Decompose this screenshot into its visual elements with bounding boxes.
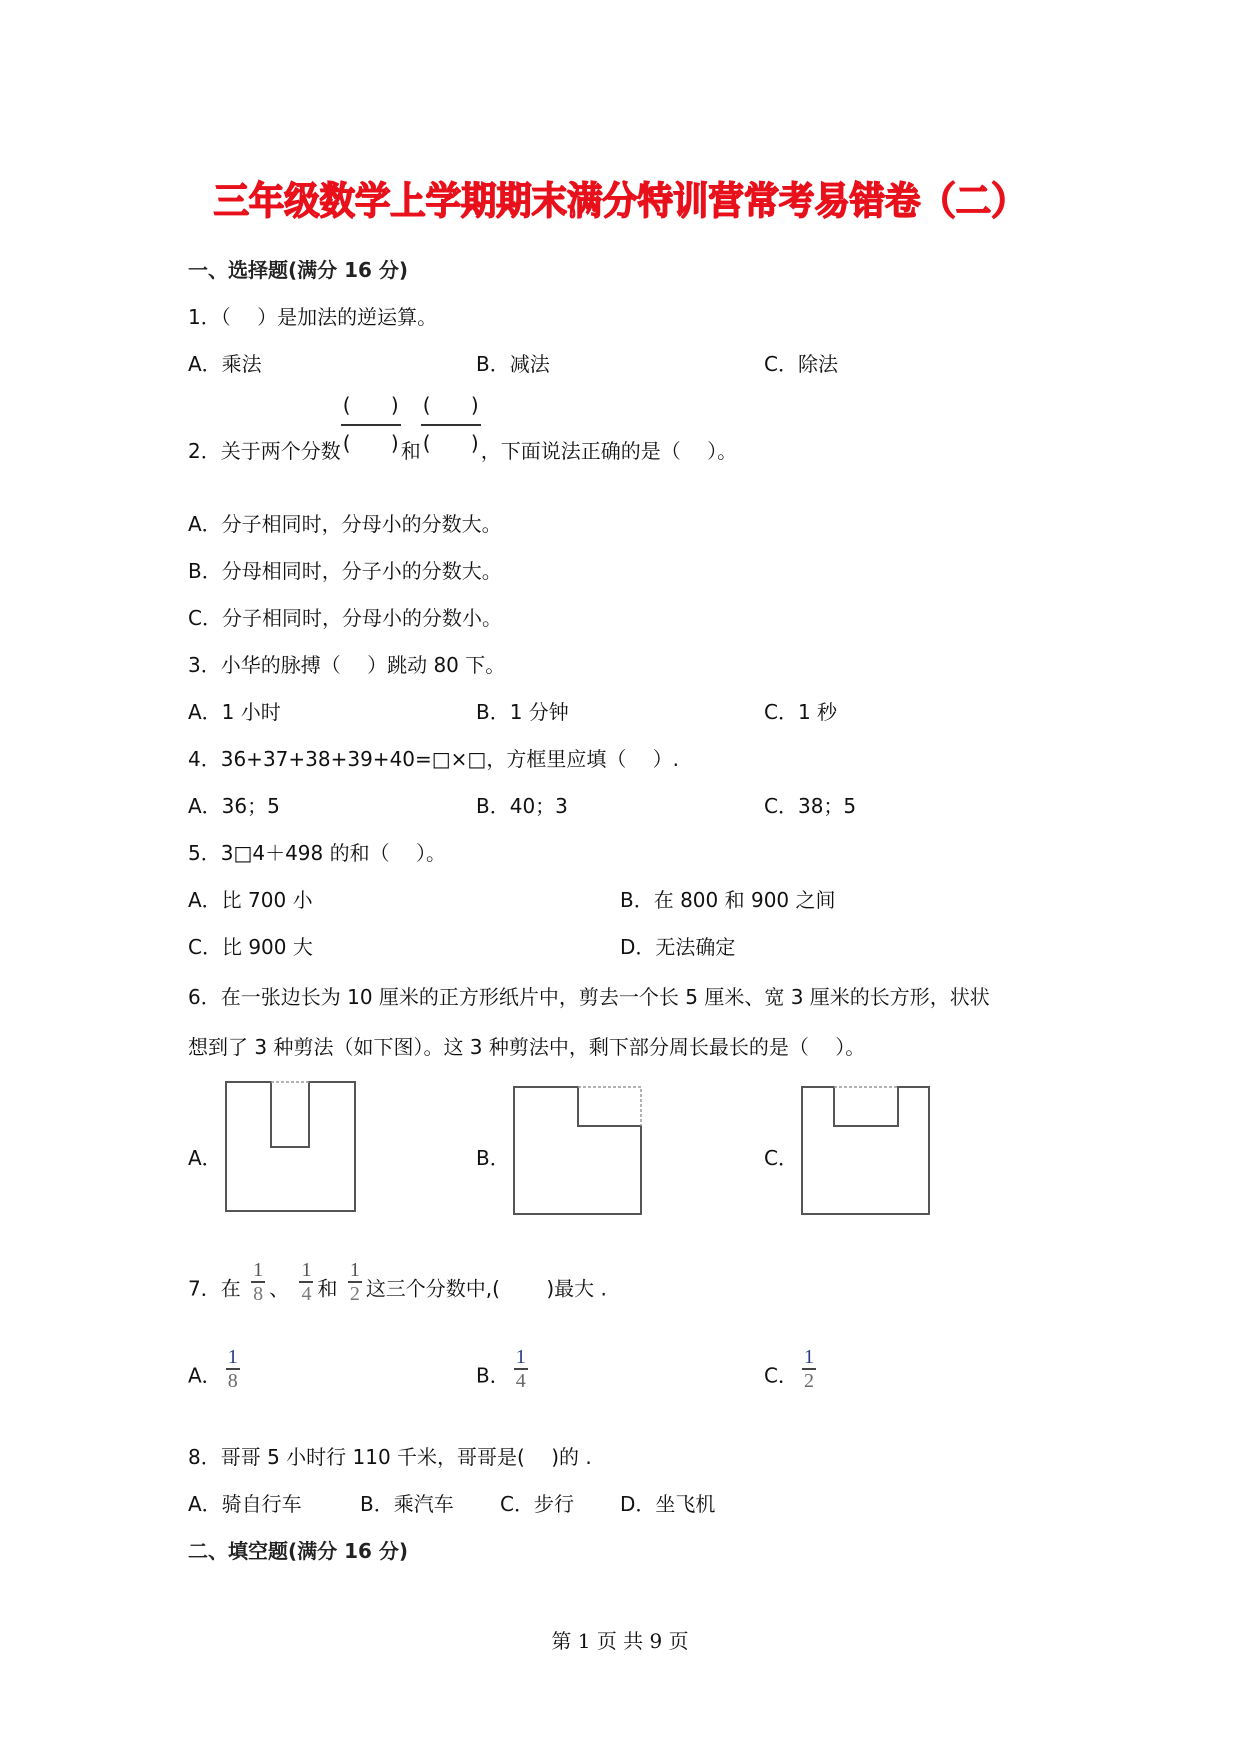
q3-option-c[interactable]: C．1 秒 <box>764 700 838 724</box>
cut-figure-c <box>800 1083 934 1217</box>
question-stem: 小华的脉搏（ ）跳动 80 下。 <box>220 653 506 677</box>
blank-numerator: ( ) <box>422 393 479 417</box>
q6-option-c[interactable]: C． <box>764 1146 798 1170</box>
cut-figure-b <box>512 1083 646 1217</box>
fraction-one-quarter: $\frac{1}{4}$ <box>515 1346 526 1392</box>
question-4 <box>188 745 679 773</box>
question-stem-before: 在 <box>220 1276 241 1301</box>
blank-denominator: ( ) <box>342 431 399 455</box>
fraction-bar <box>421 424 481 426</box>
question-stem: 3□4＋498 的和（ ）。 <box>220 841 446 865</box>
question-3 <box>188 651 505 679</box>
q8-option-c[interactable]: C．步行 <box>500 1492 574 1516</box>
question-8 <box>188 1443 592 1471</box>
fraction-bar <box>341 424 401 426</box>
question-number: 4． <box>188 747 221 771</box>
question-number: 5． <box>188 841 221 865</box>
question-stem: 哥哥 5 小时行 110 千米，哥哥是( )的 . <box>220 1445 592 1469</box>
q6-option-b[interactable]: B． <box>476 1146 510 1170</box>
fraction-one-quarter: $\frac{1}{4}$ <box>301 1259 312 1305</box>
fraction-one-half: $\frac{1}{2}$ <box>349 1259 360 1305</box>
question-number: 7． <box>188 1276 221 1301</box>
q4-option-c[interactable]: C．38；5 <box>764 794 857 818</box>
q3-option-b[interactable]: B．1 分钟 <box>476 700 569 724</box>
q8-option-d[interactable]: D．坐飞机 <box>620 1492 716 1516</box>
question-7: 7．在 $\frac{1}{8}$ 、 $\frac{1}{4}$ 和 $\frac{1}{2}$ 这三个分数中,( )最大 . <box>188 1259 607 1305</box>
question-number: 6． <box>188 985 221 1009</box>
q2-option-a[interactable]: A．分子相同时，分母小的分数大。 <box>188 512 502 536</box>
question-2 <box>188 393 738 465</box>
section-heading-choice: 一、选择题(满分 16 分) <box>188 258 409 282</box>
question-number: 3． <box>188 653 221 677</box>
q4-option-b[interactable]: B．40；3 <box>476 794 568 818</box>
q8-option-b[interactable]: B．乘汽车 <box>360 1492 454 1516</box>
document-title: 三年级数学上学期期末满分特训营常考易错卷（二） <box>213 179 1027 223</box>
cut-figure-a <box>224 1080 358 1214</box>
blank-fraction-1[interactable] <box>341 393 401 458</box>
question-stem-after: 这三个分数中,( )最大 . <box>365 1276 607 1301</box>
page-footer: 第 1 页 共 9 页 <box>551 1629 689 1653</box>
q4-option-a[interactable]: A．36；5 <box>188 794 280 818</box>
question-stem-after: ，下面说法正确的是（ ）。 <box>480 439 738 463</box>
question-stem: 36+37+38+39+40=□×□，方框里应填（ ）. <box>220 747 680 771</box>
question-number: 2． <box>188 439 221 463</box>
question-number: 1． <box>188 305 221 329</box>
question-1 <box>188 303 437 331</box>
q1-option-a[interactable]: A．乘法 <box>188 352 262 376</box>
q1-option-c[interactable]: C．除法 <box>764 352 838 376</box>
fraction-one-eighth: $\frac{1}{8}$ <box>253 1259 264 1305</box>
q7-option-c[interactable]: C． $\frac{1}{2}$ <box>764 1346 814 1392</box>
q2-option-c[interactable]: C．分子相同时，分母小的分数小。 <box>188 606 502 630</box>
q7-option-b[interactable]: B． $\frac{1}{4}$ <box>476 1346 526 1392</box>
q6-option-a[interactable]: A． <box>188 1146 222 1170</box>
question-5 <box>188 839 446 867</box>
question-6-line-2: 想到了 3 种剪法（如下图）。这 3 种剪法中，剩下部分周长最长的是（ ）。 <box>188 1035 866 1059</box>
q1-option-b[interactable]: B．减法 <box>476 352 550 376</box>
q5-option-b[interactable]: B．在 800 和 900 之间 <box>620 888 836 912</box>
question-6 <box>188 983 990 1011</box>
fraction-one-eighth: $\frac{1}{8}$ <box>227 1346 238 1392</box>
q5-option-a[interactable]: A．比 700 小 <box>188 888 313 912</box>
fraction-one-half: $\frac{1}{2}$ <box>803 1346 814 1392</box>
q8-option-a[interactable]: A．骑自行车 <box>188 1492 302 1516</box>
question-stem-middle: 和 <box>400 439 421 463</box>
question-stem-before: 关于两个分数 <box>220 439 341 463</box>
q2-option-b[interactable]: B．分母相同时，分子小的分数大。 <box>188 559 502 583</box>
question-stem-line-1: 在一张边长为 10 厘米的正方形纸片中，剪去一个长 5 厘米、宽 3 厘米的长方形，状状 <box>220 985 990 1009</box>
blank-fraction-2[interactable] <box>421 393 481 458</box>
q5-option-d[interactable]: D．无法确定 <box>620 935 736 959</box>
q5-option-c[interactable]: C．比 900 大 <box>188 935 313 959</box>
q7-option-a[interactable]: A． $\frac{1}{8}$ <box>188 1346 238 1392</box>
q3-option-a[interactable]: A．1 小时 <box>188 700 281 724</box>
section-heading-fill-in: 二、填空题(满分 16 分) <box>188 1539 409 1563</box>
blank-numerator: ( ) <box>342 393 399 417</box>
question-stem: （ ）是加法的逆运算。 <box>220 305 438 329</box>
blank-denominator: ( ) <box>422 431 479 455</box>
question-number: 8． <box>188 1445 221 1469</box>
